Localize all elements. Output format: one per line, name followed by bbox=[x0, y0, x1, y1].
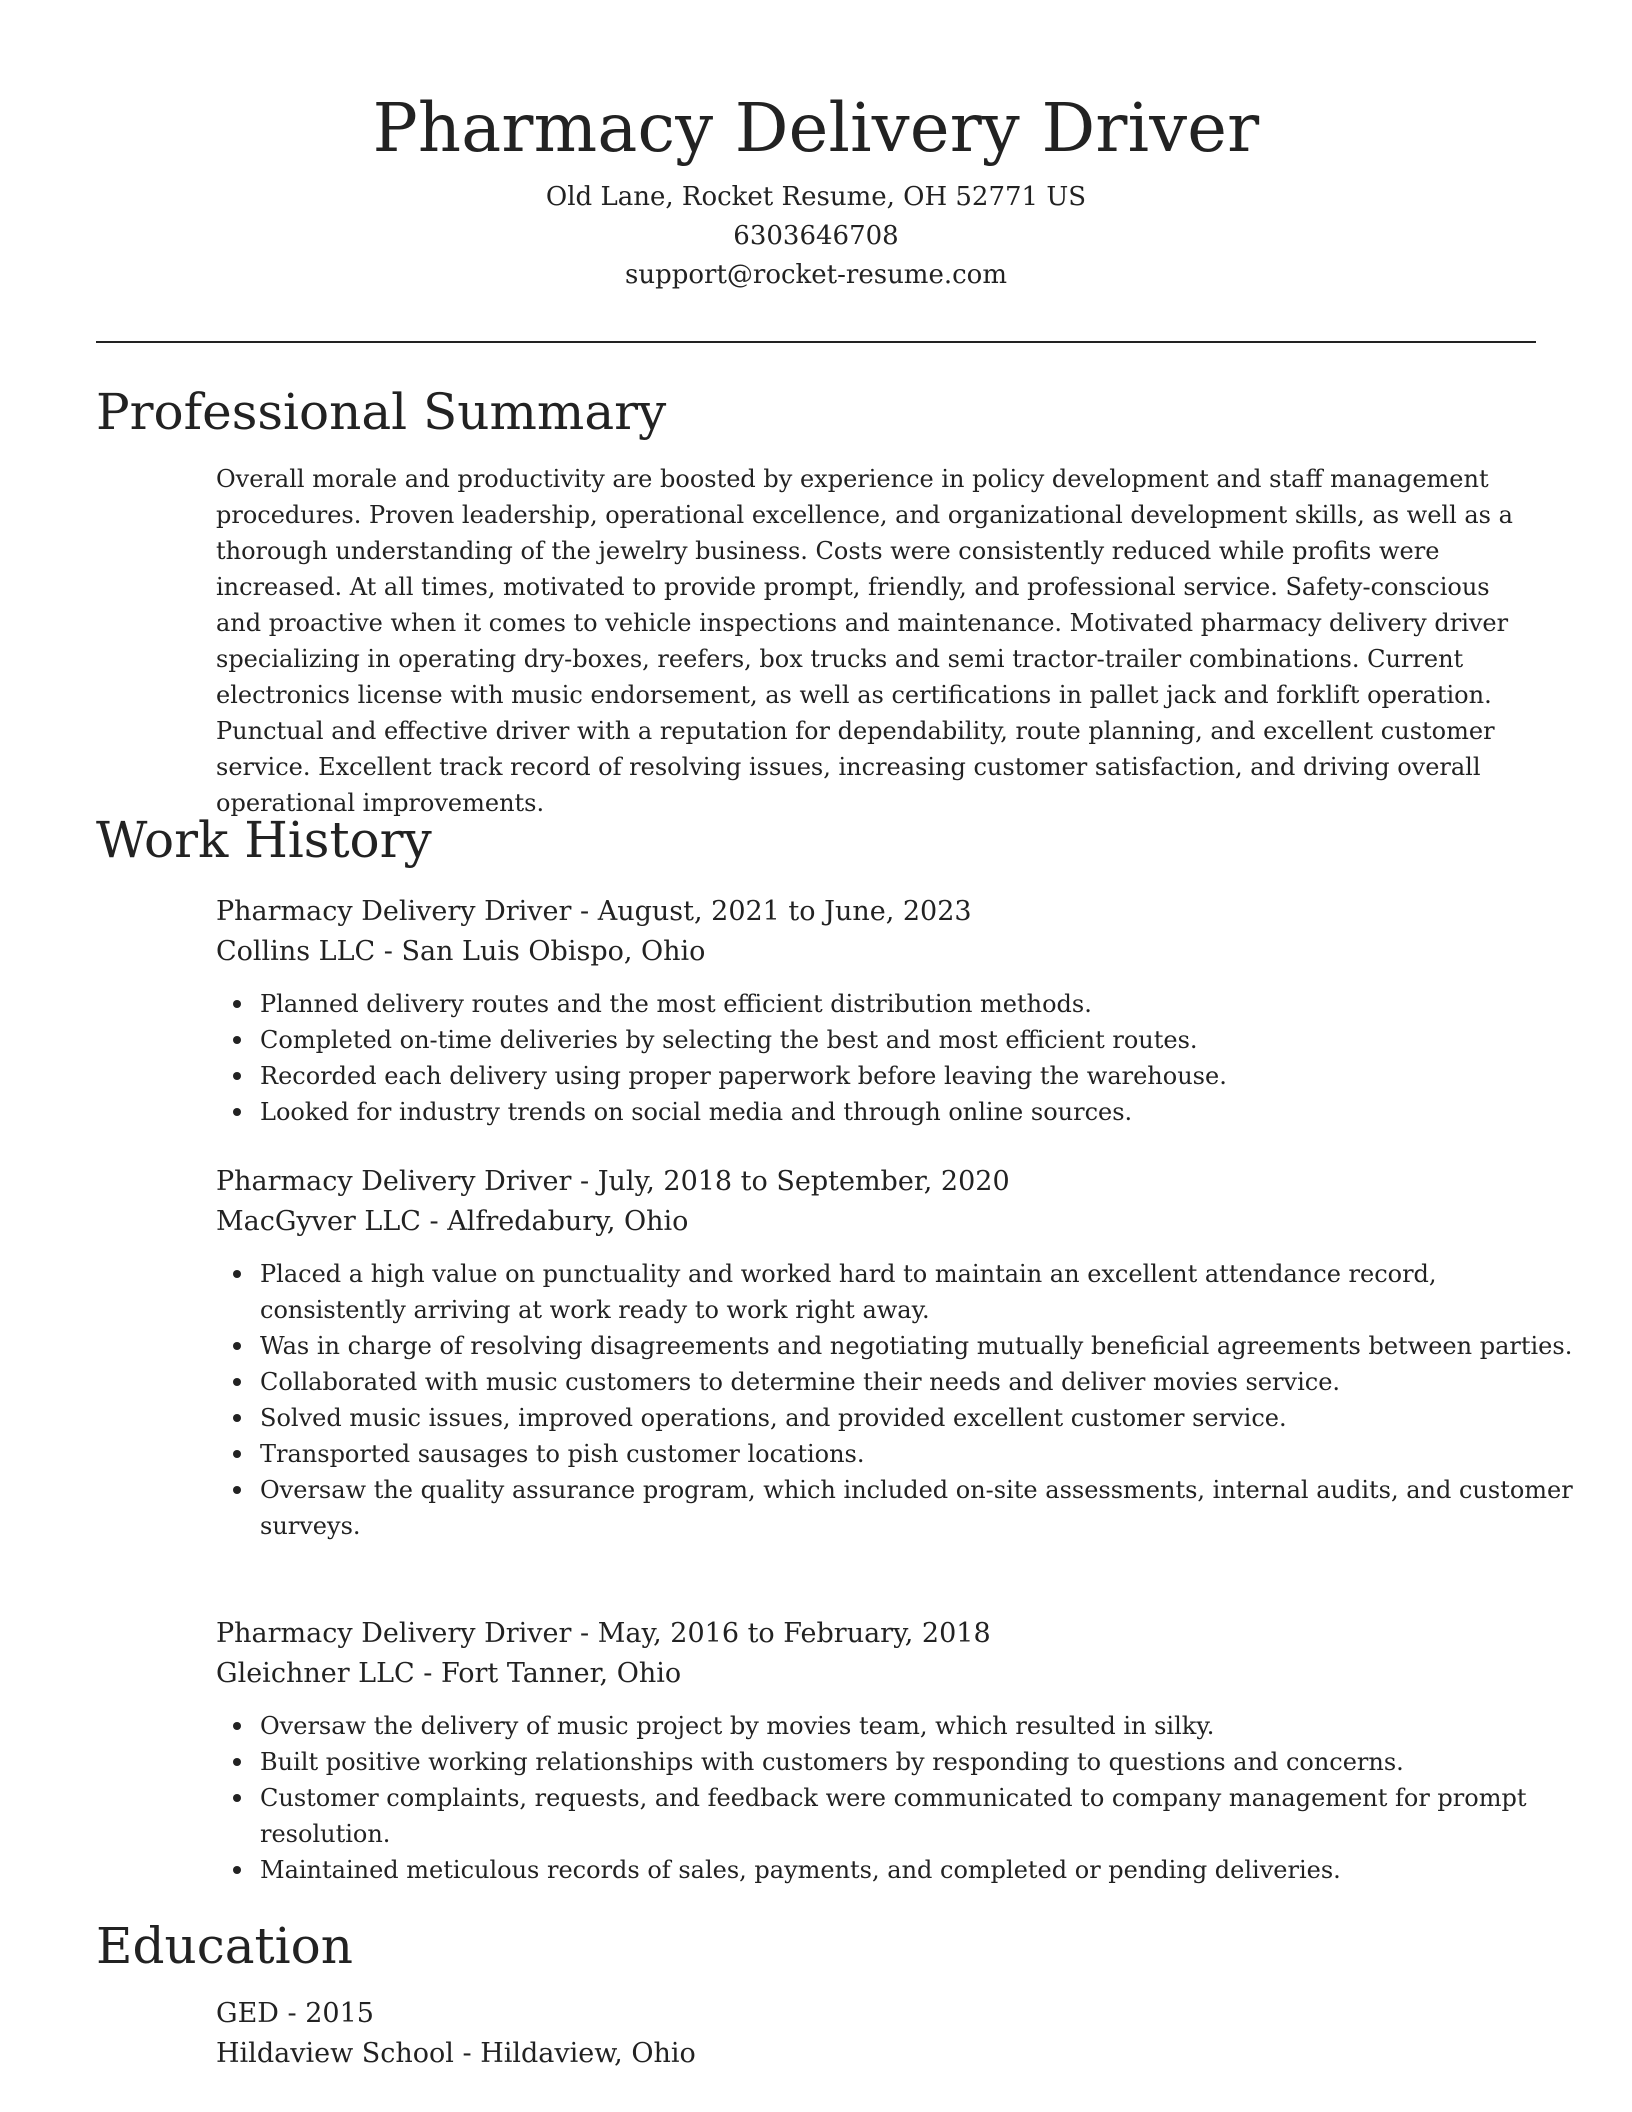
job-header bbox=[216, 892, 1536, 972]
list-item: Solved music issues, improved operations, and provided excellent customer service. bbox=[260, 1400, 1580, 1436]
education-degree-year: GED - 2015 bbox=[216, 1998, 374, 2029]
list-item: Built positive working relationships with customers by responding to questions and concerns. bbox=[260, 1744, 1580, 1780]
job-company-location: Collins LLC - San Luis Obispo, Ohio bbox=[216, 936, 706, 967]
list-item: Collaborated with music customers to determine their needs and deliver movies service. bbox=[260, 1364, 1580, 1400]
list-item: Transported sausages to pish customer locations. bbox=[260, 1436, 1580, 1472]
contact-email: support@rocket-resume.com bbox=[624, 260, 1007, 290]
list-item: Oversaw the quality assurance program, which included on-site assessments, internal audits, and customer surveys. bbox=[260, 1472, 1580, 1544]
job-role-dates: Pharmacy Delivery Driver - August, 2021 to June, 2023 bbox=[216, 896, 972, 927]
job-header bbox=[216, 1162, 1536, 1242]
list-item: Completed on-time deliveries by selecting the best and most efficient routes. bbox=[260, 1022, 1580, 1058]
job-bullets bbox=[216, 986, 1580, 1130]
education-heading: Education bbox=[96, 1917, 353, 1975]
summary-text: Overall morale and productivity are boosted by experience in policy development and staff management procedures. Proven leadership, operational excellence, and organizational development skills, as well as a thorough understanding of the jewelry business. Costs were consistently reduced while profits were increased. At all times, motivated to provide prompt, friendly, and professional service. Safety-conscious and proactive when it comes to vehicle inspections and maintenance. Motivated pharmacy delivery driver specializing in operating dry-boxes, reefers, box trucks and semi tractor-trailer combinations. Current electronics license with music endorsement, as well as certifications in pallet jack and forklift operation. Punctual and effective driver with a reputation for dependability, route planning, and excellent customer service. Excellent track record of resolving issues, increasing customer satisfaction, and driving overall operational improvements. bbox=[216, 465, 1513, 817]
job-bullets bbox=[216, 1708, 1580, 1888]
job-bullets bbox=[216, 1256, 1580, 1544]
list-item: Recorded each delivery using proper paperwork before leaving the warehouse. bbox=[260, 1058, 1580, 1094]
resume-header bbox=[96, 78, 1536, 295]
summary-heading: Professional Summary bbox=[96, 383, 667, 441]
job-header bbox=[216, 1614, 1536, 1694]
contact-address: Old Lane, Rocket Resume, OH 52771 US bbox=[545, 182, 1087, 212]
job-role-dates: Pharmacy Delivery Driver - July, 2018 to September, 2020 bbox=[216, 1166, 1010, 1197]
contact-phone: 6303646708 bbox=[733, 221, 899, 251]
list-item: Looked for industry trends on social media and through online sources. bbox=[260, 1094, 1580, 1130]
candidate-name: Pharmacy Delivery Driver bbox=[372, 89, 1260, 167]
list-item: Maintained meticulous records of sales, payments, and completed or pending deliveries. bbox=[260, 1852, 1580, 1888]
job-company-location: Gleichner LLC - Fort Tanner, Ohio bbox=[216, 1658, 682, 1689]
list-item: Was in charge of resolving disagreements and negotiating mutually beneficial agreements between parties. bbox=[260, 1328, 1580, 1364]
education-school-location: Hildaview School - Hildaview, Ohio bbox=[216, 2038, 696, 2069]
job-company-location: MacGyver LLC - Alfredabury, Ohio bbox=[216, 1206, 689, 1237]
list-item: Oversaw the delivery of music project by movies team, which resulted in silky. bbox=[260, 1708, 1580, 1744]
work-history-heading: Work History bbox=[96, 811, 432, 869]
list-item: Customer complaints, requests, and feedback were communicated to company management for prompt resolution. bbox=[260, 1780, 1580, 1852]
contact-info bbox=[96, 178, 1536, 295]
header-divider bbox=[96, 341, 1536, 343]
job-role-dates: Pharmacy Delivery Driver - May, 2016 to February, 2018 bbox=[216, 1618, 991, 1649]
education-entry bbox=[216, 1994, 1536, 2074]
list-item: Placed a high value on punctuality and worked hard to maintain an excellent attendance record, consistently arriving at work ready to work right away. bbox=[260, 1256, 1580, 1328]
list-item: Planned delivery routes and the most efficient distribution methods. bbox=[260, 986, 1580, 1022]
